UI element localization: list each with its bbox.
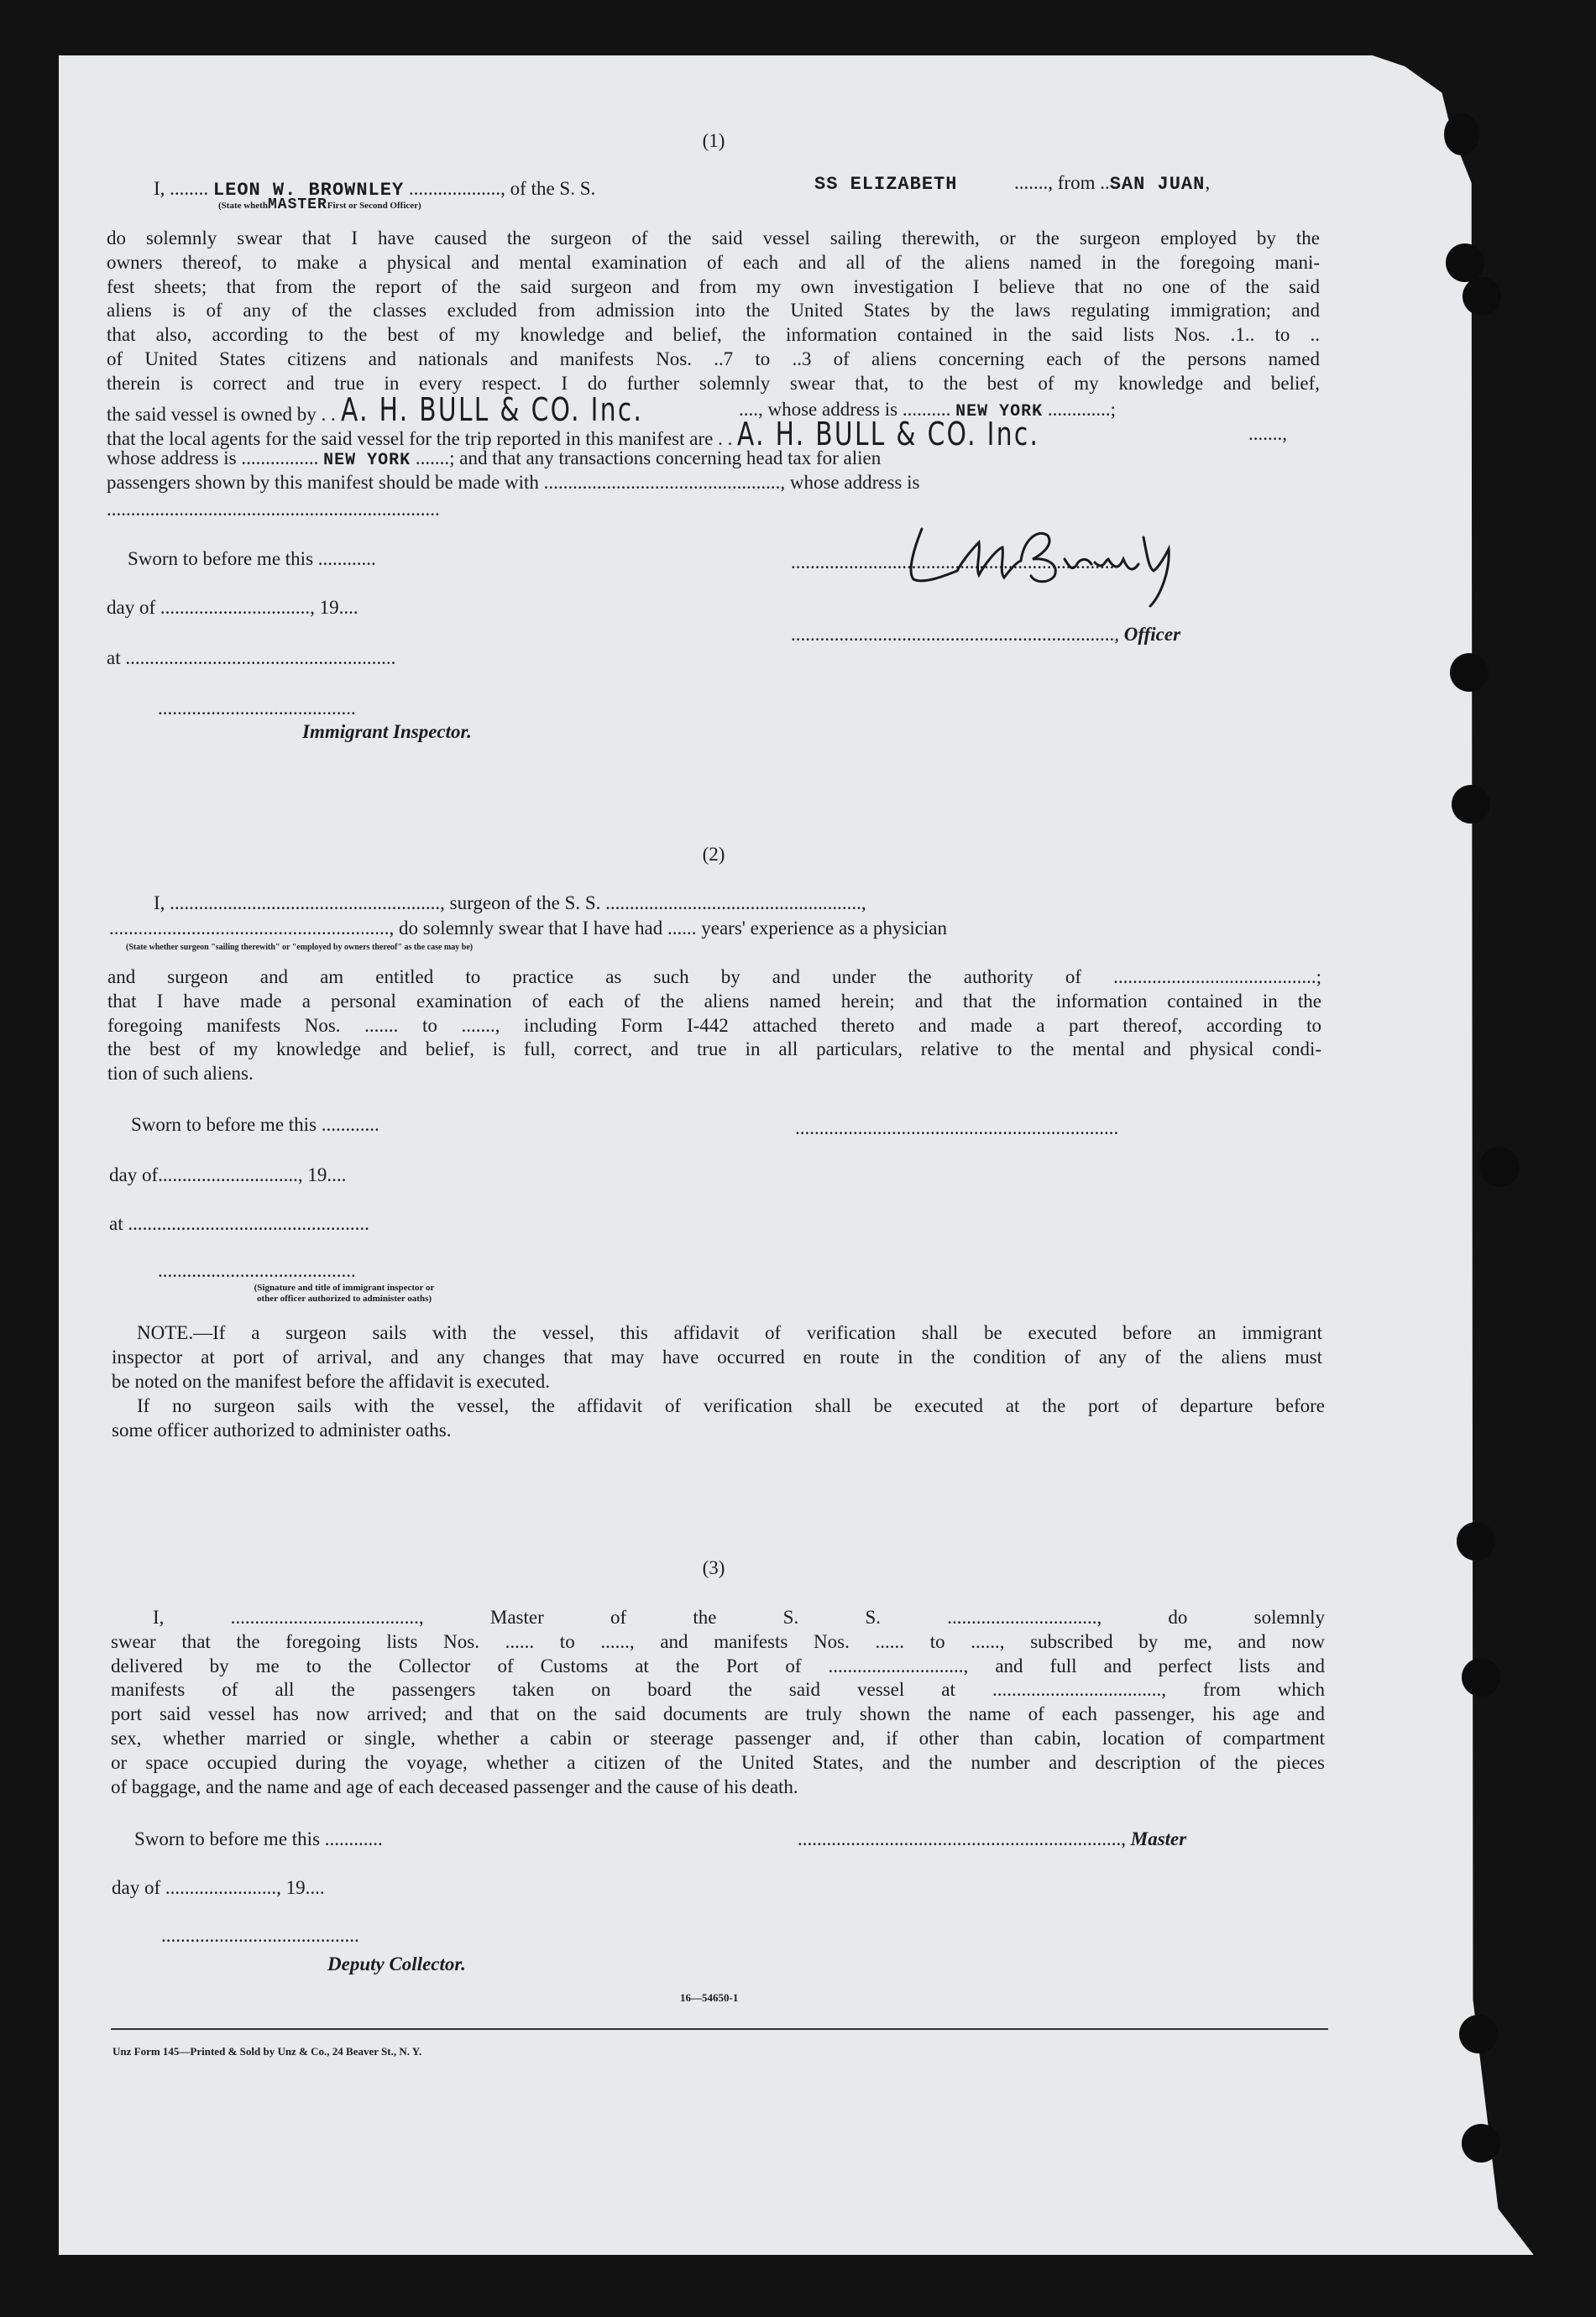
- note-2-line: If no surgeon sails with the vessel, the affidavit of verification shall be executed at the port of departure before: [137, 1395, 1325, 1416]
- s1-officer-line: ..................................................................., Officer: [791, 624, 1181, 645]
- s3-deputy-dots: .........................................: [161, 1925, 359, 1946]
- footer-rule: [111, 2028, 1328, 2030]
- section-2-paragraph: and surgeon and am entitled to practice as such by and under the authority of ..........................................; that I have made a personal examination of each of the aliens named herein; and that the information contained in the foregoing manifests Nos. ....... to ......., including Form I-442 attached thereto and made a part thereof, according to the best of my knowledge and belief, is full, correct, and true in all particulars, relative to the mental and physical condi-: [107, 966, 1321, 1060]
- punch-hole: [1462, 1658, 1500, 1697]
- s1-sworn: Sworn to before me this ............: [128, 548, 376, 569]
- dots-line: .....................................................................: [107, 499, 440, 520]
- s1-inspector-dots: .........................................: [158, 698, 356, 719]
- owner-line: the said vessel is owned by . . A. H. BULL & CO. Inc.: [107, 391, 643, 428]
- agents-address: NEW YORK: [323, 451, 411, 470]
- immigrant-inspector-label: Immigrant Inspector.: [302, 721, 472, 742]
- master-name: LEON W. BROWNLEY: [212, 180, 405, 201]
- s2-signature-line: .........................................: [158, 1260, 356, 1281]
- form-number: 16—54650-1: [680, 1991, 739, 2004]
- section-2-last-line: tion of such aliens.: [107, 1063, 254, 1084]
- section-3-number: (3): [702, 1557, 725, 1578]
- s1-day: day of ..............................., 19....: [107, 597, 358, 618]
- section-3-paragraph: I, ......................................., Master of the S. S. ..............................., do solemnly swear that the foregoing lists Nos. ...... to ......, and manifests Nos. ...... to ......, subscribed by me, and now delivered by me to the Collector of Customs at the Port of ............................, and full and perfect lists and manifests of all the passengers taken on board the said vessel at ..................................., from which port said vessel has now arrived; and that on the said documents are truly shown the name of each passenger, his age and sex, whether married or single, whether a cabin or steerage passenger and, if other than cabin, location of compartment or space occupied during the voyage, whether a citizen of the United States, and the number and description of the pieces: [111, 1607, 1325, 1773]
- passengers-line: passengers shown by this manifest should be made with ................................................., whose address is: [107, 472, 920, 493]
- section-1-paragraph: do solemnly swear that I have caused the surgeon of the said vessel sailing therewith, or the surgeon employed by the owners thereof, to make a physical and mental examination of each and all of the aliens named in the foregoing mani- fest sheets; that from the report of the said surgeon and from my own investigation I believe that no one of the said aliens is of any of the classes excluded from admission into the United States by the laws regulating immigration; and that also, according to the best of my knowledge and belief, the information contained in the said lists Nos. .1.. to .. of United States citizens and nationals and manifests Nos. ..7 to ..3 of aliens concerning each of the persons named therein is correct and true in every respect. I do further solemnly swear that, to the best of my knowledge and belief,: [107, 228, 1320, 394]
- s2-day: day of............................., 19....: [109, 1164, 347, 1185]
- master-line: I, ........ LEON W. BROWNLEY ..................., of the S. S.: [154, 178, 596, 201]
- agents-line: that the local agents for the said vessel for the trip reported in this manifest are . . A. H. BULL & CO. Inc.: [107, 416, 1040, 452]
- owner-address: NEW YORK: [955, 402, 1044, 421]
- s2-at: at ..................................................: [109, 1213, 369, 1234]
- officer-label: Officer: [1123, 624, 1181, 645]
- surgeon-line: I, ........................................................, surgeon of the S. S. .....................................................,: [154, 892, 866, 913]
- owner-address-line: ...., whose address is .......... NEW YORK .............;: [739, 399, 1116, 421]
- master-label: Master: [1130, 1828, 1187, 1849]
- punch-hole: [1463, 277, 1501, 316]
- note-last-line: be noted on the manifest before the affidavit is executed.: [112, 1371, 550, 1392]
- from-port-line: ......., from ..SAN JUAN,: [1014, 172, 1211, 195]
- section-1-number: (1): [702, 130, 725, 151]
- punch-hole: [1479, 1147, 1520, 1187]
- section-3-last-line: of baggage, and the name and age of each deceased passenger and the cause of his death.: [111, 1776, 798, 1797]
- agents-line-end: .......,: [1248, 423, 1287, 444]
- punch-hole: [1452, 785, 1490, 824]
- capacity-caption: (State whethMASTERFirst or Second Officer): [218, 196, 421, 213]
- punch-hole: [1462, 2124, 1500, 2163]
- printer-credit: Unz Form 145—Printed & Sold by Unz & Co., 24 Beaver St., N. Y.: [113, 2045, 422, 2058]
- punch-hole: [1450, 653, 1489, 692]
- surgeon-caption: (State whether surgeon "sailing therewith" or "employed by owners thereof" as the case may be): [126, 943, 474, 952]
- s3-master-line: ..................................................................., Master: [798, 1828, 1187, 1849]
- capacity: MASTER: [267, 196, 327, 213]
- punch-hole: [1459, 2015, 1498, 2053]
- s1-signature-dots: ...................................................................: [791, 552, 1115, 573]
- punch-hole: [1446, 243, 1484, 282]
- agents-address-line: whose address is ................ NEW YORK .......; and that any transactions concerning head tax for alien: [107, 447, 882, 470]
- s1-at: at ........................................................: [107, 647, 396, 668]
- s3-sworn: Sworn to before me this ............: [134, 1828, 383, 1849]
- note-2-last-line: some officer authorized to administer oaths.: [112, 1420, 452, 1441]
- punch-hole: [1444, 113, 1479, 155]
- s2-signature-dots: ...................................................................: [795, 1117, 1119, 1138]
- s2-signature-caption: (Signature and title of immigrant inspector or other officer authorized to administer oaths): [254, 1283, 435, 1304]
- s2-sworn: Sworn to before me this ............: [131, 1114, 379, 1135]
- punch-hole: [1457, 1522, 1495, 1561]
- officer-signature: [898, 512, 1234, 613]
- agents-stamp: A. H. BULL & CO. Inc.: [737, 416, 1040, 452]
- from-port: SAN JUAN: [1109, 174, 1206, 195]
- note-paragraph: NOTE.—If a surgeon sails with the vessel, this affidavit of verification shall be executed before an immigrant inspector at port of arrival, and any changes that may have occurred en route in the condition of any of the aliens must: [112, 1322, 1322, 1368]
- s3-day: day of ......................., 19....: [112, 1877, 325, 1898]
- vessel-name: SS ELIZABETH: [814, 174, 958, 195]
- section-2-number: (2): [702, 844, 725, 865]
- owner-stamp: A. H. BULL & CO. Inc.: [340, 391, 643, 428]
- deputy-collector-label: Deputy Collector.: [327, 1953, 466, 1974]
- surgeon-line-2: .........................................................., do solemnly swear that I have had ...... years' experience as a physician: [109, 918, 948, 939]
